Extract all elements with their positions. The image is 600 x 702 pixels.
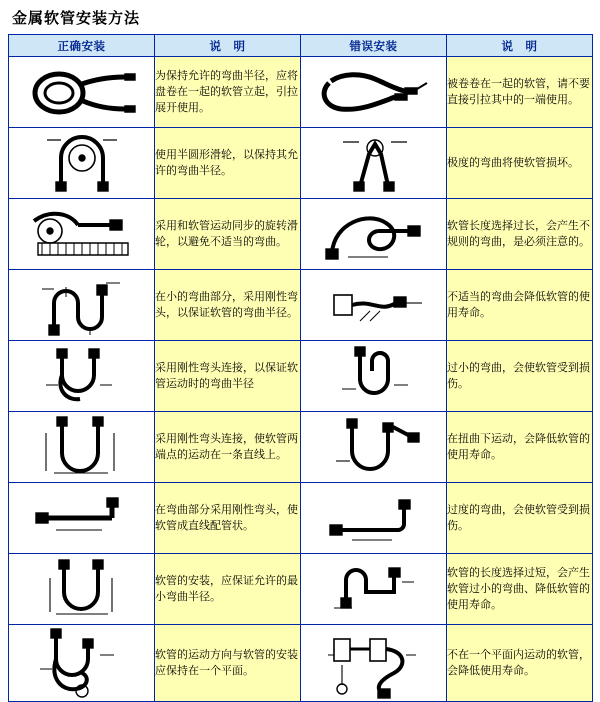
rigid-bend-small-radius-icon bbox=[9, 270, 155, 341]
note-text: 在小的弯曲部分，采用刚性弯头，以保证软管的弯曲半径。 bbox=[155, 270, 301, 341]
u-bend-straight-line-icon bbox=[9, 412, 155, 483]
note-text: 软管的长度选择过短，会产生软管过小的弯曲、降低软管的使用寿命。 bbox=[447, 554, 593, 625]
note-text: 被卷卷在一起的软管，请不要直接引拉其中的一端使用。 bbox=[447, 57, 593, 128]
excessive-bend-icon bbox=[301, 483, 447, 554]
note-text: 不在一个平面内运动的软管，会降低使用寿命。 bbox=[447, 625, 593, 702]
note-text: 使用半圆形滑轮，以保持其允许的弯曲半径。 bbox=[155, 128, 301, 199]
note-text: 采用刚性弯头连接，以保证软管运动时的弯曲半径 bbox=[155, 341, 301, 412]
sharp-bend-pulley-icon bbox=[301, 128, 447, 199]
out-of-plane-motion-icon bbox=[301, 625, 447, 702]
note-text: 在扭曲下运动，会降低软管的使用寿命。 bbox=[447, 412, 593, 483]
table-row bbox=[9, 341, 593, 412]
twisted-bend-icon bbox=[301, 412, 447, 483]
table-row bbox=[9, 128, 593, 199]
table-row bbox=[9, 199, 593, 270]
long-hose-irregular-bend-icon bbox=[301, 199, 447, 270]
installation-methods-table bbox=[8, 34, 593, 702]
note-text: 软管的安装，应保证允许的最小弯曲半径。 bbox=[155, 554, 301, 625]
note-text: 采用刚性弯头连接，使软管两端点的运动在一条直线上。 bbox=[155, 412, 301, 483]
note-text: 为保持允许的弯曲半径，应将盘卷在一起的软管立起，引拉展开使用。 bbox=[155, 57, 301, 128]
header-correct-image: 正确安装 bbox=[9, 35, 155, 57]
improper-bend-icon bbox=[301, 270, 447, 341]
straight-pipe-rigid-elbow-icon bbox=[9, 483, 155, 554]
semicircular-pulley-icon bbox=[9, 128, 155, 199]
note-text: 软管长度选择过长，会产生不规则的弯曲，是必须注意的。 bbox=[447, 199, 593, 270]
too-small-bend-icon bbox=[301, 341, 447, 412]
note-text: 过度的弯曲，会使软管受到损伤。 bbox=[447, 483, 593, 554]
table-header-row bbox=[9, 35, 593, 57]
table-row bbox=[9, 412, 593, 483]
coiled-hose-pulled-icon bbox=[301, 57, 447, 128]
header-correct-note: 说 明 bbox=[155, 35, 301, 57]
rigid-elbow-connection-icon bbox=[9, 341, 155, 412]
table-row bbox=[9, 57, 593, 128]
table-row bbox=[9, 554, 593, 625]
table-row bbox=[9, 270, 593, 341]
same-plane-motion-icon bbox=[9, 625, 155, 702]
note-text: 在弯曲部分采用刚性弯头，使软管成直线配管状。 bbox=[155, 483, 301, 554]
table-row bbox=[9, 625, 593, 702]
note-text: 采用和软管运动同步的旋转滑轮，以避免不适当的弯曲。 bbox=[155, 199, 301, 270]
header-wrong-image: 错误安装 bbox=[301, 35, 447, 57]
too-long-hose-icon bbox=[301, 554, 447, 625]
note-text: 软管的运动方向与软管的安装应保持在一个平面。 bbox=[155, 625, 301, 702]
sync-rotating-pulley-icon bbox=[9, 199, 155, 270]
coiled-hose-icon bbox=[9, 57, 155, 128]
header-wrong-note: 说 明 bbox=[447, 35, 593, 57]
note-text: 不适当的弯曲会降低软管的使用寿命。 bbox=[447, 270, 593, 341]
note-text: 极度的弯曲将使软管损坏。 bbox=[447, 128, 593, 199]
table-row bbox=[9, 483, 593, 554]
min-bend-radius-icon bbox=[9, 554, 155, 625]
page-title: 金属软管安装方法 bbox=[12, 9, 141, 27]
note-text: 过小的弯曲，会使软管受到损伤。 bbox=[447, 341, 593, 412]
